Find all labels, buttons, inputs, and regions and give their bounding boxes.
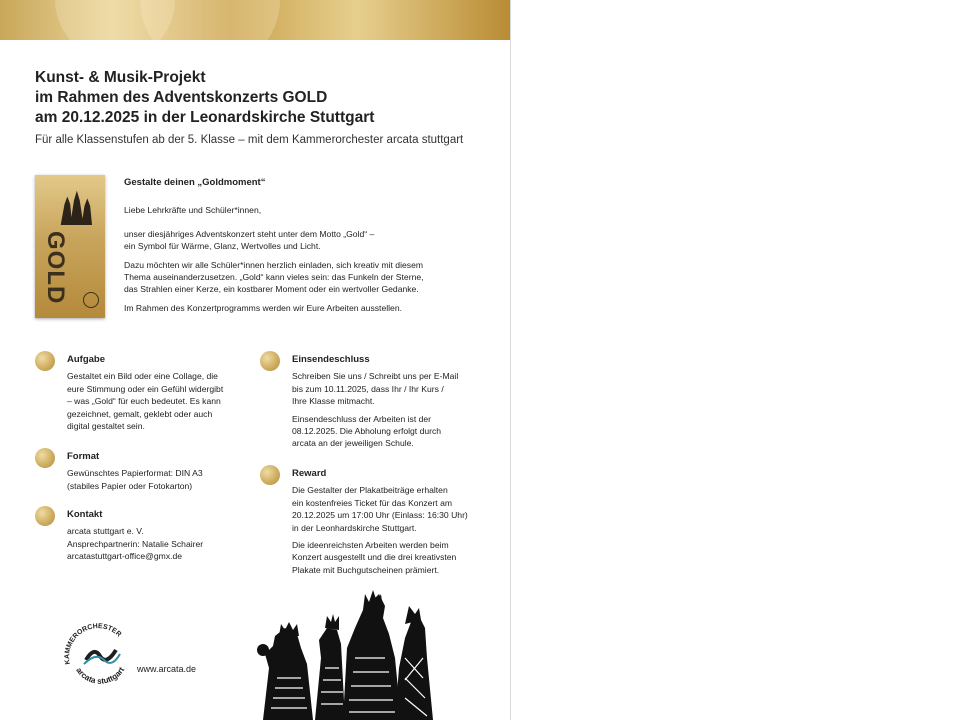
poster-thumbnail <box>35 175 105 318</box>
title-line: im Rahmen des Adventskonzerts GOLD <box>35 89 328 106</box>
gold-dot-icon <box>260 351 280 371</box>
intro-text <box>124 177 494 321</box>
gold-dot-icon <box>35 448 55 468</box>
section-title: Reward <box>292 468 327 479</box>
intro-line: unser diesjähriges Adventskonzert steht unter dem Motto „Gold“ – <box>124 229 375 239</box>
title-line: Kunst- & Musik-Projekt <box>35 69 206 86</box>
section-einsendeschluss <box>292 354 497 455</box>
arcata-logo <box>62 620 134 686</box>
intro-paragraph <box>124 228 494 252</box>
intro-paragraph <box>124 259 494 295</box>
greeting: Liebe Lehrkräfte und Schüler*innen, <box>124 205 262 215</box>
svg-text:arcata stuttgart <box>74 665 126 685</box>
intro-line: ein Symbol für Wärme, Glanz, Wertvolles und Licht. <box>124 241 321 251</box>
section-text: arcata stuttgart e. V. Ansprechpartnerin: Natalie Schairer arcatastuttgart-office@gmx.de <box>67 526 204 562</box>
gold-dot-icon <box>35 506 55 526</box>
banner-circle <box>140 0 280 40</box>
intro-paragraph: Im Rahmen des Konzertprogramms werden wir Eure Arbeiten ausstellen. <box>124 303 402 313</box>
three-kings-illustration <box>255 588 435 720</box>
section-text: Die ideenreichsten Arbeiten werden beim Konzert ausgestellt und die drei kreativsten Plakate mit Buchgutscheinen prämiert. <box>292 540 457 575</box>
kings-icon <box>55 187 93 225</box>
section-text: Schreiben Sie uns / Schreibt uns per E-Mail bis zum 10.11.2025, dass Ihr / Ihr Kurs / Ihre Klasse mitmacht. <box>292 371 459 407</box>
gold-dot-icon <box>35 351 55 371</box>
section-text: Einsendeschluss der Arbeiten ist der 08.12.2025. Die Abholung erfolgt durch arcata an der jeweiligen Schule. <box>292 413 442 449</box>
section-reward <box>292 468 497 581</box>
title-line: am 20.12.2025 in der Leonardskirche Stuttgart <box>35 109 375 126</box>
gold-banner <box>0 0 510 40</box>
section-text: Gestaltet ein Bild oder eine Collage, die eure Stimmung oder ein Gefühl widergibt – was „Gold“ für euch bedeutet. Es kann gezeichnet, gemalt, geklebt oder auch digital gestaltet sein. <box>67 371 224 432</box>
logo-bottom-text: arcata stuttgart <box>74 665 127 686</box>
page-title <box>35 68 374 128</box>
website-link[interactable]: www.arcata.de <box>137 664 197 674</box>
section-text: Die Gestalter der Plakatbeiträge erhalten ein kostenfreies Ticket für das Konzert am 20.12.2025 um 17:00 Uhr (Einlass: 16:30 Uhr) in der Leonhardskirche Stuttgart. <box>292 485 468 533</box>
section-kontakt <box>67 509 257 568</box>
logo-top-text: KAMMERORCHESTER <box>64 623 123 665</box>
intro-line: das Strahlen einer Kerze, ein kostbarer Moment oder ein wertvoller Gedanke. <box>124 284 419 294</box>
section-aufgabe <box>67 354 257 437</box>
section-text: Gewünschtes Papierformat: DIN A3 (stabiles Papier oder Fotokarton) <box>67 468 203 491</box>
gold-dot-icon <box>260 465 280 485</box>
intro-line: Thema auseinanderzusetzen. „Gold“ kann vieles sein: das Funkeln der Sterne, <box>124 272 424 282</box>
subtitle: Für alle Klassenstufen ab der 5. Klasse – mit dem Kammerorchester arcata stuttgart <box>35 134 464 146</box>
section-title: Kontakt <box>67 509 103 520</box>
section-title: Aufgabe <box>67 354 105 365</box>
badge-icon <box>83 292 99 308</box>
section-title: Format <box>67 451 100 462</box>
section-format <box>67 451 257 497</box>
section-title: Einsendeschluss <box>292 354 370 365</box>
intro-heading: Gestalte deinen „Goldmoment“ <box>124 177 266 188</box>
cover-word: GOLD <box>42 231 69 305</box>
intro-line: Dazu möchten wir alle Schüler*innen herzlich einladen, sich kreativ mit diesem <box>124 260 424 270</box>
